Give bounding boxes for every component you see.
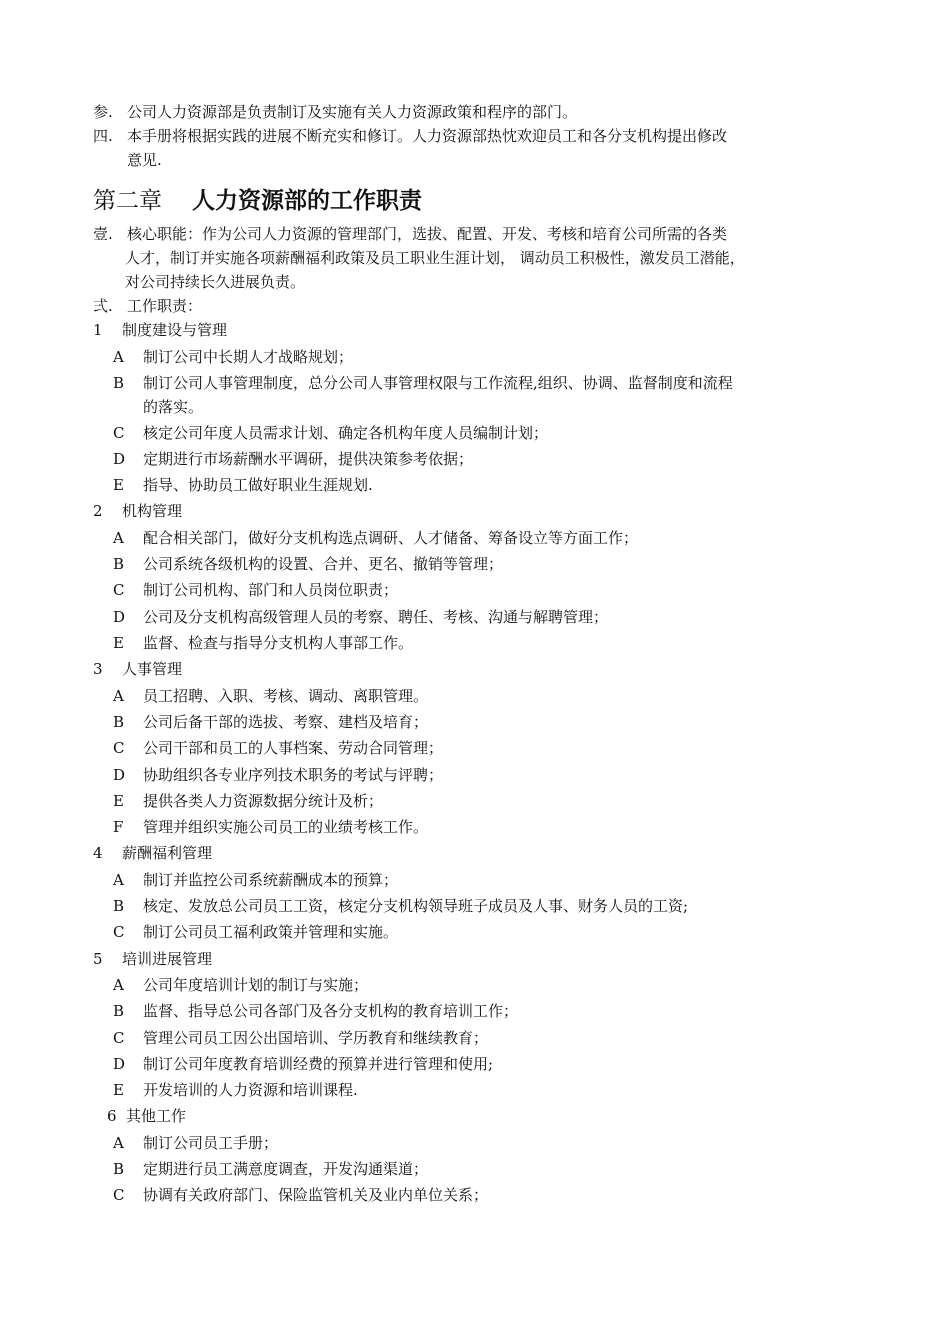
item-text: 管理并组织实施公司员工的业绩考核工作。 [143, 818, 429, 836]
list-marker: 参. [93, 103, 113, 121]
section-title: 机构管理 [122, 502, 183, 520]
item-letter: B [113, 1002, 125, 1020]
item-letter: B [113, 897, 125, 915]
item-text: 公司系统各级机构的设置、合并、更名、撤销等管理； [143, 555, 504, 573]
list-item [113, 1080, 358, 1100]
list-marker: 弍. [93, 297, 113, 315]
item-text: 开发培训的人力资源和培训课程. [143, 1081, 358, 1099]
list-item [113, 1054, 493, 1074]
list-item [113, 633, 413, 653]
item-text: 核定、发放总公司员工工资，核定分支机构领导班子成员及人事、财务人员的工资; [143, 897, 689, 915]
intro-text-continuation: 意见. [127, 151, 162, 169]
item-text: 管理公司员工因公出国培训、学历教育和继续教育； [143, 1029, 489, 1047]
list-item [113, 1159, 428, 1179]
intro-text: 公司人力资源部是负责制订及实施有关人力资源政策和程序的部门。 [127, 103, 578, 121]
section-number: 4 [93, 844, 103, 862]
item-text: 制订公司人事管理制度，总分公司人事管理权限与工作流程,组织、协调、监督制度和流程 [143, 374, 733, 392]
core-function-item [93, 224, 727, 244]
list-item [113, 870, 398, 890]
item-text: 公司干部和员工的人事档案、劳动合同管理； [143, 739, 444, 757]
list-item [113, 922, 398, 942]
section-title: 制度建设与管理 [122, 321, 228, 339]
list-item [113, 475, 373, 495]
item-text: 制订公司中长期人才战略规划； [143, 348, 354, 366]
item-letter: F [113, 818, 124, 836]
list-item [113, 975, 368, 995]
item-letter: D [113, 766, 126, 784]
item-letter: C [113, 581, 125, 599]
list-item [113, 817, 428, 837]
item-text: 公司及分支机构高级管理人员的考察、聘任、考核、沟通与解聘管理； [143, 608, 609, 626]
list-item [113, 347, 353, 367]
list-item [113, 580, 398, 600]
section-heading [93, 843, 212, 863]
section-title: 人事管理 [122, 660, 183, 678]
list-item [113, 712, 428, 732]
item-text: 核定公司年度人员需求计划、确定各机构年度人员编制计划； [143, 424, 549, 442]
item-text: 配合相关部门，做好分支机构选点调研、人才储备、筹备设立等方面工作； [143, 529, 639, 547]
item-letter: C [113, 1186, 125, 1204]
section-title: 其他工作 [126, 1107, 187, 1125]
list-item [113, 423, 548, 443]
item-letter: C [113, 739, 125, 757]
list-item [113, 1133, 278, 1153]
item-text: 员工招聘、入职、考核、调动、离职管理。 [143, 687, 429, 705]
core-function-continuation: 人才，制订并实施各项薪酬福利政策及员工职业生涯计划， 调动员工积极性，激发员工潜能， [125, 249, 745, 267]
list-item [113, 1185, 488, 1205]
section-title: 培训进展管理 [122, 950, 213, 968]
intro-text: 本手册将根据实践的进展不断充实和修订。人力资源部热忱欢迎员工和各分支机构提出修改 [127, 127, 728, 145]
section-number: 6 [107, 1107, 117, 1125]
item-letter: A [113, 348, 124, 366]
section-number: 5 [93, 950, 103, 968]
item-letter: E [113, 476, 124, 494]
section-heading [93, 949, 212, 969]
item-letter: C [113, 424, 125, 442]
list-item [113, 765, 443, 785]
item-text: 协调有关政府部门、保险监管机关及业内单位关系； [143, 1186, 489, 1204]
list-item [113, 1001, 518, 1021]
item-letter: B [113, 374, 125, 392]
list-item [113, 791, 383, 811]
section-heading [93, 320, 227, 340]
item-letter: E [113, 634, 124, 652]
item-text: 提供各类人力资源数据分统计及析； [143, 792, 384, 810]
item-text: 公司后备干部的选拔、考察、建档及培育； [143, 713, 429, 731]
list-item [113, 738, 443, 758]
section-number: 2 [93, 502, 103, 520]
item-letter: E [113, 1081, 124, 1099]
section-heading [93, 659, 182, 679]
item-letter: A [113, 687, 124, 705]
item-letter: A [113, 1134, 124, 1152]
item-letter: D [113, 1055, 126, 1073]
section-number: 1 [93, 321, 103, 339]
section-heading [93, 501, 182, 521]
item-letter: D [113, 450, 126, 468]
item-letter: A [113, 529, 124, 547]
list-item [113, 896, 688, 916]
item-text: 指导、协助员工做好职业生涯规划. [143, 476, 373, 494]
section-heading [107, 1106, 186, 1126]
intro-item [93, 126, 727, 146]
intro-item [93, 102, 577, 122]
item-letter: A [113, 976, 124, 994]
item-text: 制订公司机构、部门和人员岗位职责； [143, 581, 399, 599]
item-text: 制订公司年度教育培训经费的预算并进行管理和使用; [143, 1055, 494, 1073]
list-item [113, 607, 608, 627]
item-text: 协助组织各专业序列技术职务的考试与评聘； [143, 766, 444, 784]
list-item [113, 373, 733, 393]
list-marker: 四. [93, 127, 113, 145]
list-item [113, 528, 638, 548]
list-item [113, 1028, 488, 1048]
item-text: 监督、检查与指导分支机构人事部工作。 [143, 634, 414, 652]
item-text: 制订公司员工手册； [143, 1134, 279, 1152]
item-letter: C [113, 1029, 125, 1047]
item-text: 监督、指导总公司各部门及各分支机构的教育培训工作； [143, 1002, 519, 1020]
core-function-continuation: 对公司持续长久进展负责。 [125, 273, 306, 291]
item-letter: D [113, 608, 126, 626]
list-marker: 壹. [93, 225, 113, 243]
duties-text: 工作职责： [127, 297, 203, 315]
chapter-title: 人力资源部的工作职责 [192, 187, 422, 214]
item-text: 公司年度培训计划的制订与实施； [143, 976, 369, 994]
item-letter: B [113, 1160, 125, 1178]
list-item [113, 686, 428, 706]
item-letter: A [113, 871, 124, 889]
item-letter: B [113, 555, 125, 573]
item-letter: E [113, 792, 124, 810]
section-title: 薪酬福利管理 [122, 844, 213, 862]
list-item [113, 449, 473, 469]
list-item [113, 554, 503, 574]
core-function-text: 核心职能：作为公司人力资源的管理部门，选拔、配置、开发、考核和培育公司所需的各类 [127, 225, 728, 243]
chapter-heading [93, 186, 422, 216]
duties-heading [93, 296, 202, 316]
item-letter: C [113, 923, 125, 941]
item-text: 定期进行员工满意度调查，开发沟通渠道； [143, 1160, 429, 1178]
item-text: 定期进行市场薪酬水平调研，提供决策参考依据； [143, 450, 474, 468]
item-text: 制订并监控公司系统薪酬成本的预算； [143, 871, 399, 889]
item-text-continuation: 的落实。 [143, 398, 204, 416]
item-text: 制订公司员工福利政策并管理和实施。 [143, 923, 399, 941]
item-letter: B [113, 713, 125, 731]
chapter-number: 第二章 [93, 188, 162, 214]
section-number: 3 [93, 660, 103, 678]
